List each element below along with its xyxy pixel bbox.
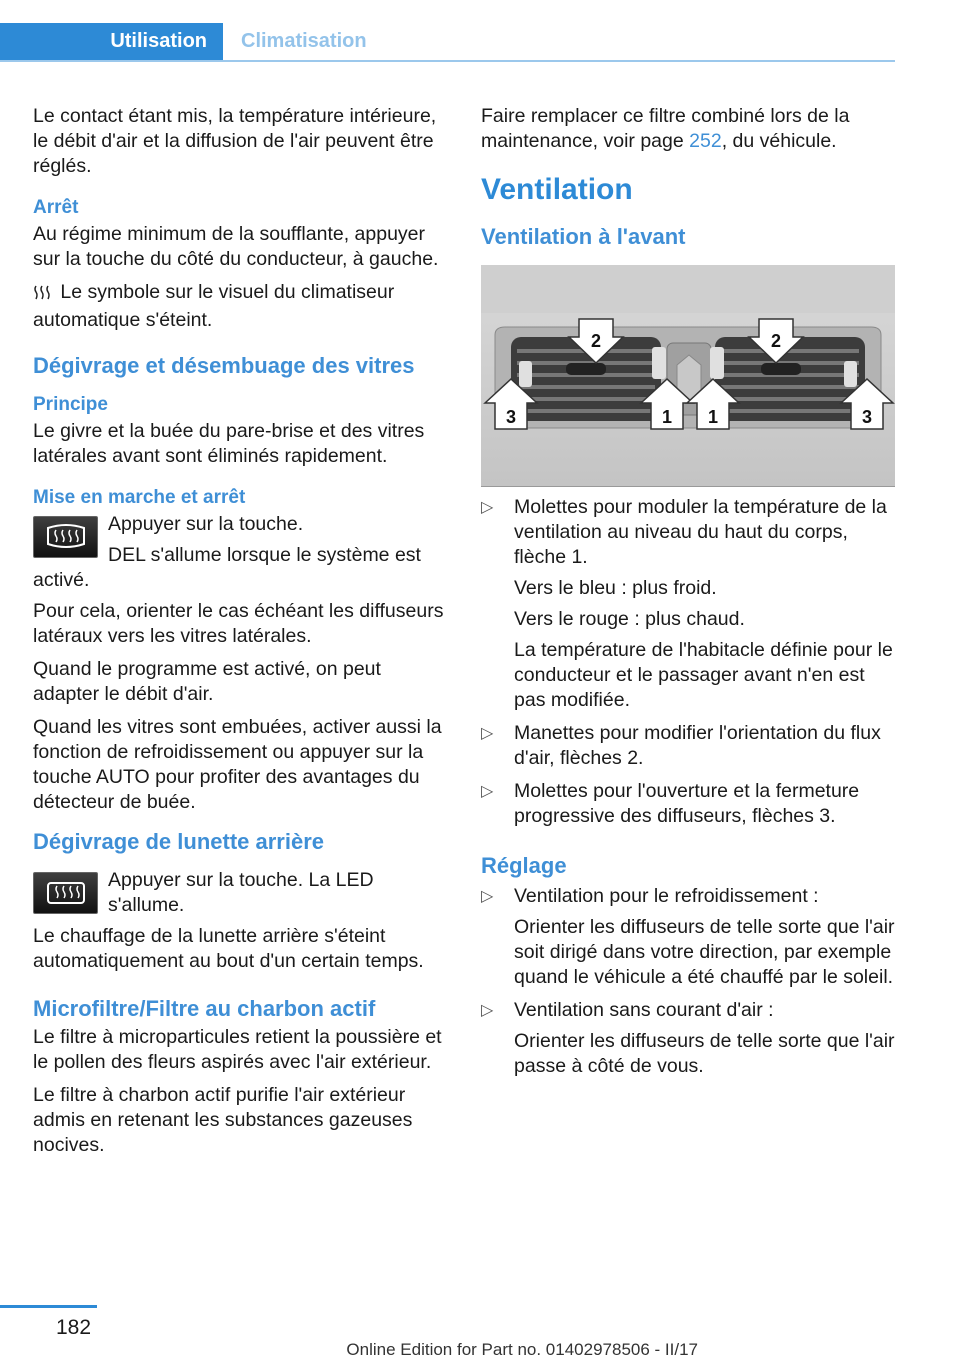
filter-replacement-paragraph	[481, 104, 895, 154]
footer-accent-bar	[0, 1305, 97, 1308]
list-item	[481, 495, 895, 713]
item-sub: Orienter les diffuseurs de telle sorte que l'air passe à côté de vous.	[514, 1030, 895, 1077]
lunette-text: Le chauffage de la lunette arrière s'éteint automatiquement au bout d'un certain temps.	[33, 925, 424, 972]
arrow-bullet-icon: ▷	[481, 725, 494, 742]
list-item	[481, 998, 895, 1079]
list-item	[481, 884, 895, 990]
arrow-bullet-icon: ▷	[481, 888, 494, 905]
mise-line-2: DEL s'allume lorsque le système est activé.	[33, 544, 421, 591]
item-text: Ventilation sans courant d'air :	[514, 999, 774, 1021]
mise-line-1: Appuyer sur la touche.	[108, 513, 304, 535]
arrow-bullet-icon: ▷	[481, 499, 494, 516]
tab-climatisation[interactable]: Climatisation	[241, 30, 367, 52]
figure-label-1-left: 1	[661, 407, 673, 427]
arret-heading: Arrêt	[33, 197, 79, 218]
reglage-list	[481, 884, 895, 1079]
filtre-text-2: Le filtre à charbon actif purifie l'air extérieur admis en retenant les substances gazeuses nocives.	[33, 1084, 413, 1156]
item-sub: Vers le bleu : plus froid.	[514, 577, 717, 599]
lunette-button-text: Appuyer sur la touche. La LED s'allume.	[108, 869, 374, 916]
list-item	[481, 721, 895, 771]
principe-heading: Principe	[33, 394, 108, 415]
arret-symbol-text: Le symbole sur le visuel du climatiseur automatique s'éteint.	[33, 281, 395, 331]
rear-defrost-button-row	[33, 868, 448, 918]
arret-symbol-paragraph	[33, 280, 448, 333]
ventilation-list	[481, 495, 895, 829]
filtre-text-1: Le filtre à microparticules retient la poussière et le pollen des fleurs aspirés avec l'air extérieur.	[33, 1026, 442, 1073]
figure-label-2-right: 2	[770, 331, 782, 351]
windshield-defrost-button-icon	[33, 516, 98, 558]
left-column	[33, 104, 448, 1166]
page-number: 182	[56, 1316, 92, 1339]
filtre-heading: Microfiltre/Filtre au charbon actif	[33, 996, 376, 1021]
ventilation-heading: Ventilation	[481, 173, 633, 206]
mise-text-4: Quand les vitres sont embuées, activer aussi la fonction de refroidissement ou appuyer sur la touche AUTO pour profiter des avantages du détecteur de buée.	[33, 716, 442, 813]
arrow-bullet-icon: ▷	[481, 783, 494, 800]
figure-label-3-right: 3	[861, 407, 873, 427]
arret-text: Au régime minimum de la soufflante, appuyer sur la touche du côté du conducteur, à gauche.	[33, 223, 439, 270]
figure-rule	[481, 486, 895, 487]
tab-utilisation[interactable]: Utilisation	[0, 23, 223, 60]
rear-window-defrost-button-icon	[33, 872, 98, 914]
mise-en-marche-heading: Mise en marche et arrêt	[33, 487, 246, 508]
arrow-bullet-icon: ▷	[481, 1002, 494, 1019]
degivrage-heading: Dégivrage et désembuage des vitres	[33, 353, 415, 378]
page-link-252[interactable]: 252	[689, 130, 722, 152]
defrost-button-row	[33, 512, 448, 593]
edition-text: Online Edition for Part no. 01402978506 - II/17	[346, 1340, 698, 1359]
item-sub: Vers le rouge : plus chaud.	[514, 608, 745, 630]
intro-paragraph: Le contact étant mis, la température intérieure, le débit d'air et la diffusion de l'air peuvent être réglés.	[33, 105, 437, 177]
principe-text: Le givre et la buée du pare-brise et des vitres latérales avant sont éliminés rapidement.	[33, 420, 425, 467]
mise-text-2: Pour cela, orienter le cas échéant les diffuseurs latéraux vers les vitres latérales.	[33, 600, 444, 647]
figure-label-2-left: 2	[590, 331, 602, 351]
airflow-symbol-icon	[33, 283, 55, 308]
reglage-heading: Réglage	[481, 853, 567, 878]
item-text: Manettes pour modifier l'orientation du flux d'air, flèches 2.	[514, 722, 881, 769]
ventilation-avant-heading: Ventilation à l'avant	[481, 224, 686, 249]
filter-text-a: Faire remplacer ce filtre combiné lors de la maintenance, voir page	[481, 105, 850, 152]
item-text: Molettes pour moduler la température de la ventilation au niveau du haut du corps, flèche 1.	[514, 496, 887, 568]
item-text: Ventilation pour le refroidissement :	[514, 885, 819, 907]
header-rule	[0, 60, 895, 62]
filter-text-b: , du véhicule.	[721, 130, 837, 152]
item-sub: Orienter les diffuseurs de telle sorte que l'air soit dirigé dans votre direction, par exemple quand le véhicule a été chauffé par le soleil.	[514, 916, 895, 988]
chapter-tabs	[0, 23, 895, 62]
lunette-heading: Dégivrage de lunette arrière	[33, 829, 325, 854]
mise-text-3: Quand le programme est activé, on peut adapter le débit d'air.	[33, 658, 381, 705]
list-item	[481, 779, 895, 829]
item-sub: La température de l'habitacle définie pour le conducteur et le passager avant n'en est pas modifiée.	[514, 639, 893, 711]
item-text: Molettes pour l'ouverture et la fermeture progressive des diffuseurs, flèches 3.	[514, 780, 860, 827]
ventilation-figure	[481, 265, 895, 486]
right-column	[481, 104, 895, 1087]
figure-label-3-left: 3	[505, 407, 517, 427]
figure-label-1-right: 1	[707, 407, 719, 427]
